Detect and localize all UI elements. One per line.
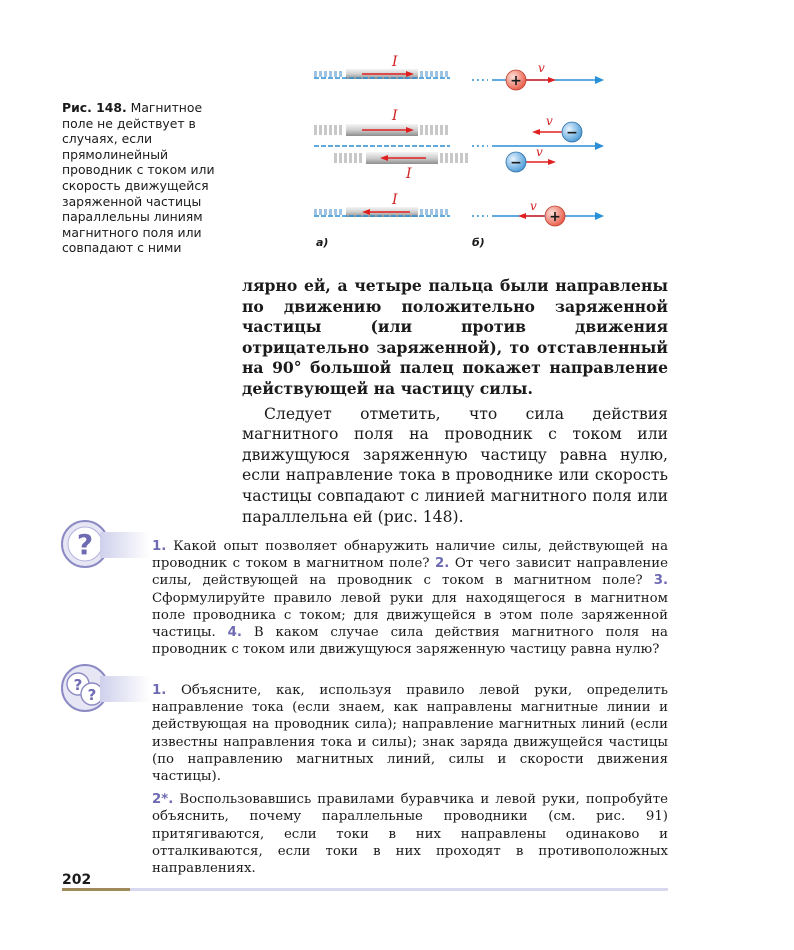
task-number-2: 2*. xyxy=(152,792,174,808)
task-2 xyxy=(152,791,668,877)
tasks-bar xyxy=(100,676,150,702)
question-text-3: Сформулируйте правило левой руки для находящегося в магнитном поле проводника с током; для движущейся в этом поле заряженной частицы. xyxy=(152,590,668,641)
question-number-3: 3. xyxy=(653,573,668,589)
velocity-label-b1: v xyxy=(538,61,545,75)
question-text-2: От чего зависит направление силы, действующей на проводник с током в магнитном поле? xyxy=(152,556,669,589)
current-label-a2: I xyxy=(392,108,398,124)
question-text-4: В каком случае сила действия магнитного поля на проводник с током или движущуюся заряженную частицу равна нулю? xyxy=(152,625,668,658)
wire-a2 xyxy=(314,108,450,136)
negative-sign-b3: − xyxy=(510,155,522,171)
questions-bar xyxy=(100,532,150,558)
figure-caption xyxy=(62,100,230,256)
wire-a3 xyxy=(334,152,470,182)
svg-text:?: ? xyxy=(73,676,83,694)
negative-sign-b2: − xyxy=(566,125,578,141)
figure-caption-label: Рис. 148. xyxy=(62,100,127,115)
tasks xyxy=(152,682,668,877)
figure-caption-text: Магнитное поле не действует в случаях, если прямолинейный проводник с током или скорость движущейся заряженной частицы параллельны линиям магнитного поля или совпадают с ними xyxy=(62,100,215,256)
task-1 xyxy=(152,682,668,785)
review-questions-text xyxy=(152,538,668,658)
label-b: б) xyxy=(472,236,485,249)
paragraph-zero-force: Следует отметить, что сила действия магнитного поля на проводник с током или движущуюся заряженную частицу равна нулю, если направление тока в проводнике или скорость частицы совпадают с линией магнитного поля или параллельна ей (рис. 148). xyxy=(242,404,668,526)
figure-148 xyxy=(300,50,620,255)
positive-sign-b1: + xyxy=(510,73,522,89)
current-label-a1: I xyxy=(392,54,398,70)
velocity-label-b4: v xyxy=(530,199,537,213)
current-label-a3: I xyxy=(406,166,412,182)
task-number-1: 1. xyxy=(152,683,167,698)
label-a: а) xyxy=(316,236,329,249)
task-text-1: Объясните, как, используя правило левой руки, определить направление тока (если знаем, как направлены магнитные линии и действующая на проводник сила); направление магнитных линий (если известны направления тока и силы); знак заряда движущейся частицы (по направлению магнитных линий, силы и скорости движения частицы). xyxy=(152,683,668,785)
wire-a1 xyxy=(314,54,450,79)
question-text-1: Какой опыт позволяет обнаружить наличие силы, действующей на проводник с током в магнитном поле? xyxy=(152,539,668,572)
footer-rule xyxy=(62,888,668,891)
question-number-4: 4. xyxy=(227,625,242,641)
bold-paragraph: лярно ей, а четыре пальца были направлены по движению положительно заряженной частицы (или против движения отрицательно заряженной), то отставленный на 90° большой палец покажет направление действующей на частицу силы. xyxy=(242,276,668,398)
wire-a4 xyxy=(314,192,450,217)
velocity-label-b3: v xyxy=(536,145,543,159)
main-text xyxy=(242,276,668,527)
question-number-1: 1. xyxy=(152,539,167,554)
page-number: 202 xyxy=(62,872,92,888)
svg-text:?: ? xyxy=(76,528,94,561)
task-text-2: Воспользовавшись правилами буравчика и левой руки, попробуйте объяснить, почему параллельные проводники (см. рис. 91) притягиваются, если токи в них направлены одинаково и отталкиваются, если токи в них проходят в противоположных направлениях. xyxy=(152,792,668,877)
review-questions xyxy=(152,538,668,658)
velocity-label-b2: v xyxy=(546,114,553,128)
svg-text:?: ? xyxy=(87,686,97,704)
current-label-a4: I xyxy=(392,192,398,208)
question-number-2: 2. xyxy=(435,556,450,572)
positive-sign-b4: + xyxy=(549,209,561,225)
